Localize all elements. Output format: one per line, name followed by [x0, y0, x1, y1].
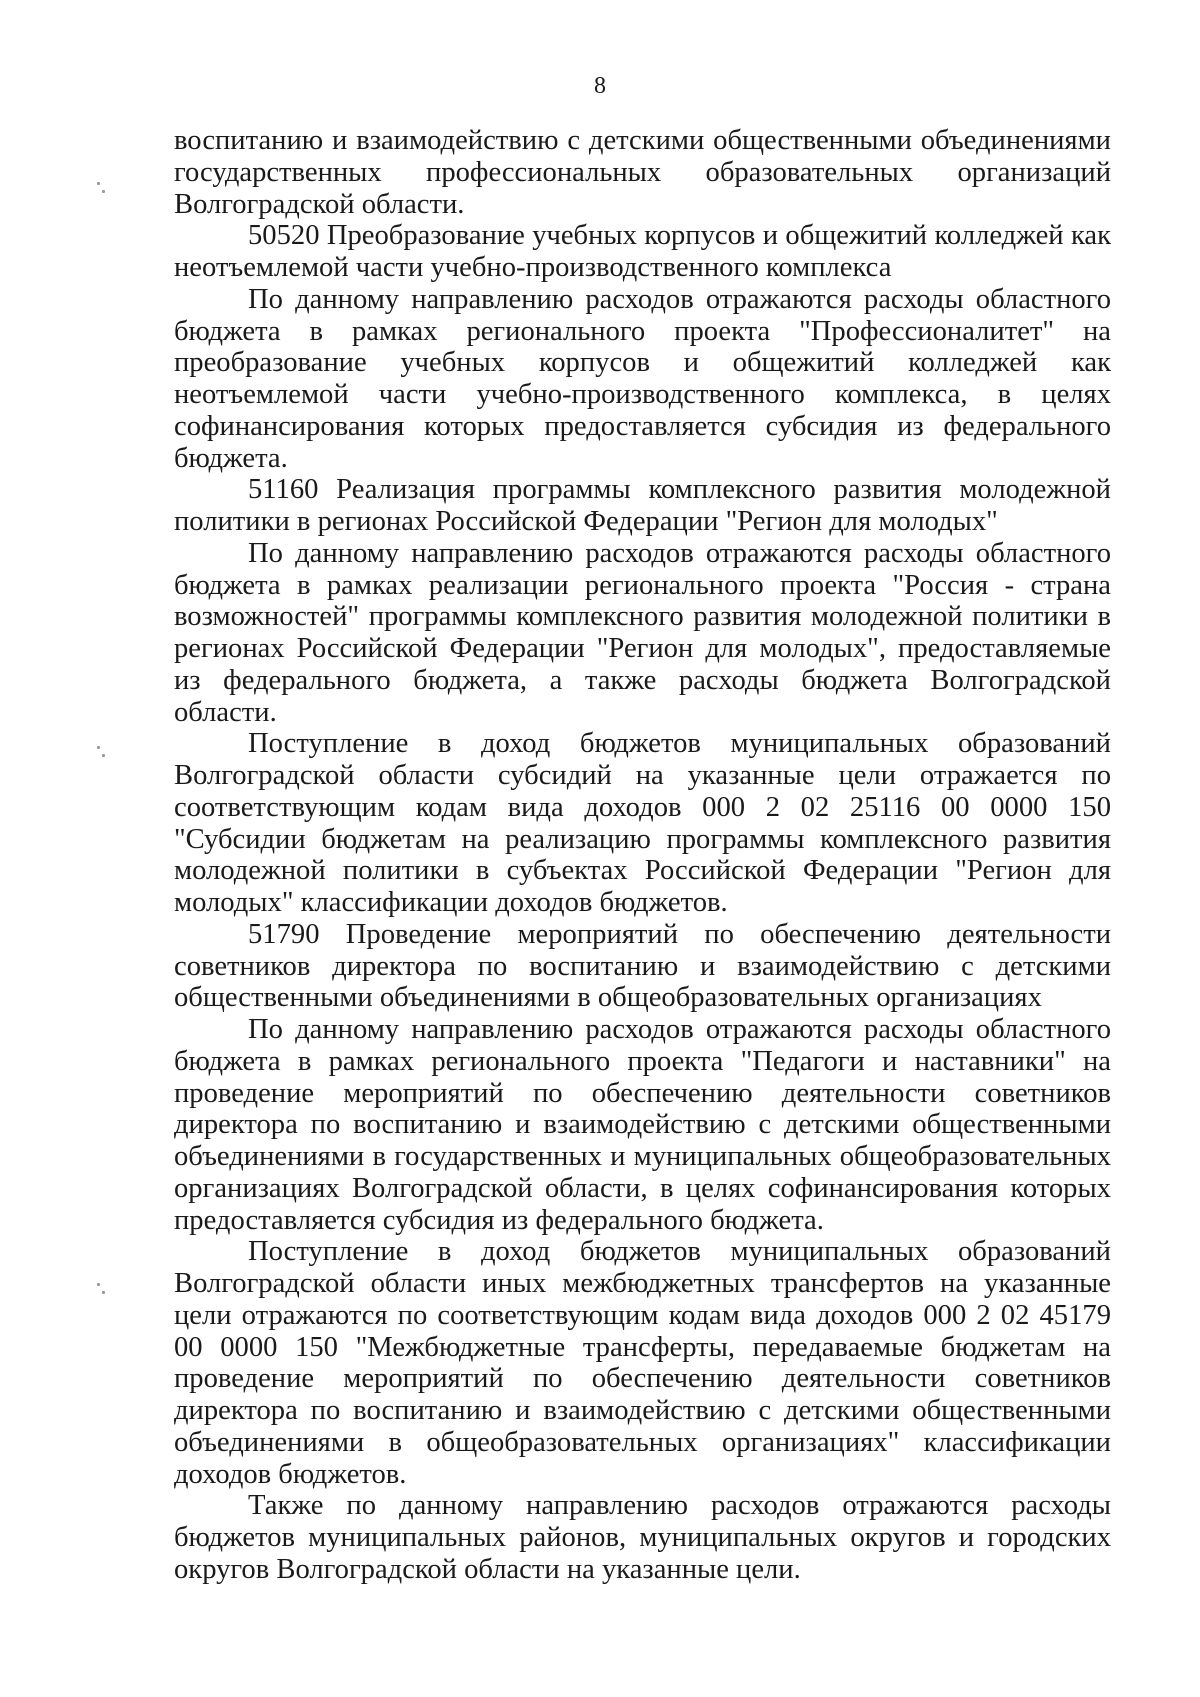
paragraph: воспитанию и взаимодействию с детскими общественными объединениями государственных профессиональных образовательных организаций Волгоградской области. — [174, 125, 1111, 220]
scan-artifact — [97, 746, 100, 749]
paragraph: Также по данному направлению расходов отражаются расходы бюджетов муниципальных районов, муниципальных округов и городских округов Волгоградской области на указанные цели. — [174, 1490, 1111, 1585]
paragraph: По данному направлению расходов отражаются расходы областного бюджета в рамках реализации регионального проекта "Россия - страна возможностей" программы комплексного развития молодежной политики в регионах Российской Федерации "Регион для молодых", предоставляемые из федерального бюджета, а также расходы бюджета Волгоградской области. — [174, 537, 1111, 728]
document-body — [174, 125, 1111, 1586]
scan-artifact — [97, 182, 100, 185]
scan-artifact — [102, 1291, 105, 1294]
section-heading-51790: 51790 Проведение мероприятий по обеспечению деятельности советников директора по воспитанию и взаимодействию с детскими общественными объединениями в общеобразовательных организациях — [174, 918, 1111, 1014]
paragraph: По данному направлению расходов отражаются расходы областного бюджета в рамках регионального проекта "Профессионалитет" на преобразование учебных корпусов и общежитий колледжей как неотъемлемой части учебно-производственного комплекса, в целях софинансирования которых предоставляется субсидия из федерального бюджета. — [174, 283, 1111, 474]
section-heading-50520: 50520 Преобразование учебных корпусов и общежитий колледжей как неотъемлемой части учебно-производственного комплекса — [174, 220, 1111, 283]
scan-artifact — [102, 190, 105, 193]
section-heading-51160: 51160 Реализация программы комплексного развития молодежной политики в регионах Российской Федерации "Регион для молодых" — [174, 474, 1111, 537]
scan-artifact — [97, 1283, 100, 1286]
paragraph: По данному направлению расходов отражаются расходы областного бюджета в рамках регионального проекта "Педагоги и наставники" на проведение мероприятий по обеспечению деятельности советников директора по воспитанию и взаимодействию с детскими общественными объединениями в государственных и муниципальных общеобразовательных организациях Волгоградской области, в целях софинансирования которых предоставляется субсидия из федерального бюджета. — [174, 1014, 1111, 1236]
page-number: 8 — [594, 73, 606, 99]
scan-artifact — [102, 754, 105, 757]
paragraph: Поступление в доход бюджетов муниципальных образований Волгоградской области иных межбюджетных трансфертов на указанные цели отражаются по соответствующим кодам вида доходов 000 2 02 45179 00 0000 150 "Межбюджетные трансферты, передаваемые бюджетам на проведение мероприятий по обеспечению деятельности советников директора по воспитанию и взаимодействию с детскими общественными объединениями в общеобразовательных организациях" классификации доходов бюджетов. — [174, 1236, 1111, 1490]
paragraph: Поступление в доход бюджетов муниципальных образований Волгоградской области субсидий на указанные цели отражается по соответствующим кодам вида доходов 000 2 02 25116 00 0000 150 "Субсидии бюджетам на реализацию программы комплексного развития молодежной политики в субъектах Российской Федерации "Регион для молодых" классификации доходов бюджетов. — [174, 728, 1111, 918]
